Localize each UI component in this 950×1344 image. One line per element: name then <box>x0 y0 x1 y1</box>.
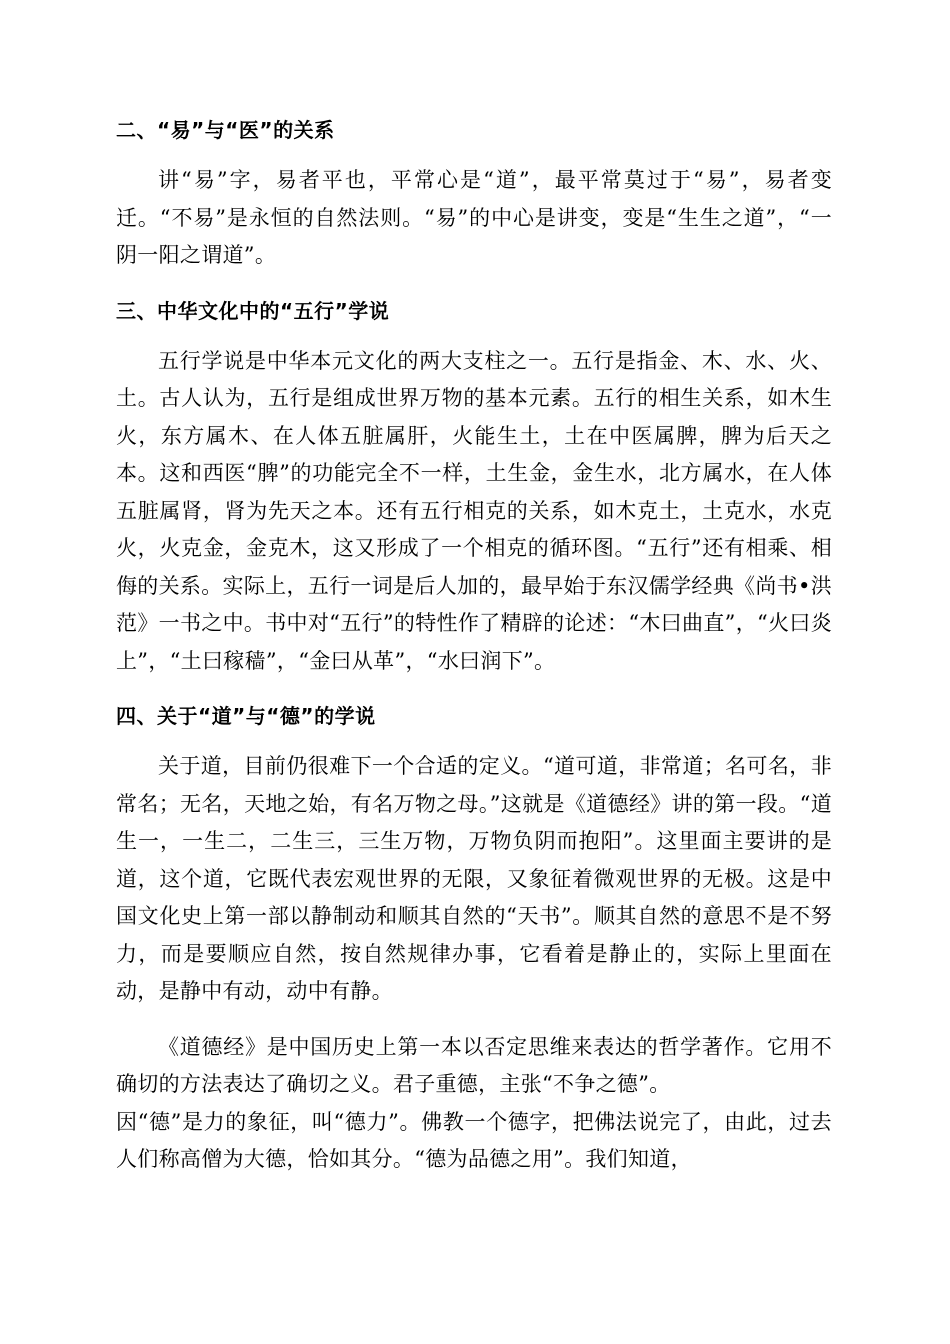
paragraph-dao-2: 《道德经》是中国历史上第一本以否定思维来表达的哲学著作。它用不确切的方法表达了确切之义。君子重德，主张“不争之德”。 <box>116 1034 832 1096</box>
paragraph-dao-3: 因“德”是力的象征，叫“德力”。佛教一个德字，把佛法说完了，由此，过去人们称高僧为大德，恰如其分。“德为品德之用”。我们知道， <box>116 1109 832 1171</box>
document-page <box>116 112 832 1197</box>
paragraph-wuxing: 五行学说是中华本元文化的两大支柱之一。五行是指金、木、水、火、土。古人认为，五行是组成世界万物的基本元素。五行的相生关系，如木生火，东方属木、在人体五脏属肝，火能生土，土在中医属脾，脾为后天之本。这和西医“脾”的功能完全不一样，土生金，金生水，北方属水，在人体五脏属肾，肾为先天之本。还有五行相克的关系，如木克土，土克水，水克火，火克金，金克木，这又形成了一个相克的循环图。“五行”还有相乘、相侮的关系。实际上，五行一词是后人加的，最早始于东汉儒学经典《尚书•洪范》一书之中。书中对“五行”的特性作了精辟的论述：“木曰曲直”，“火曰炎上”，“土曰稼穑”，“金曰从革”，“水曰润下”。 <box>116 348 832 673</box>
paragraph-dao-1: 关于道，目前仍很难下一个合适的定义。“道可道，非常道；名可名，非常名；无名，天地之始，有名万物之母。”这就是《道德经》讲的第一段。“道生一，一生二，二生三，三生万物，万物负阴而抱阳”。这里面主要讲的是道，这个道，它既代表宏观世界的无限，又象征着微观世界的无极。这是中国文化史上第一部以静制动和顺其自然的“天书”。顺其自然的意思不是不努力，而是要顺应自然，按自然规律办事，它看着是静止的，实际上里面在动，是静中有动，动中有静。 <box>116 754 832 1003</box>
paragraph-yi-yi: 讲“易”字，易者平也，平常心是“道”，最平常莫过于“易”，易者变迁。“不易”是永恒的自然法则。“易”的中心是讲变，变是“生生之道”，“一阴一阳之谓道”。 <box>116 168 832 267</box>
heading-wuxing: 三、中华文化中的“五行”学说 <box>116 298 390 323</box>
heading-yi-yi: 二、“易”与“医”的关系 <box>116 118 335 142</box>
heading-dao-de: 四、关于“道”与“德”的学说 <box>116 704 376 728</box>
